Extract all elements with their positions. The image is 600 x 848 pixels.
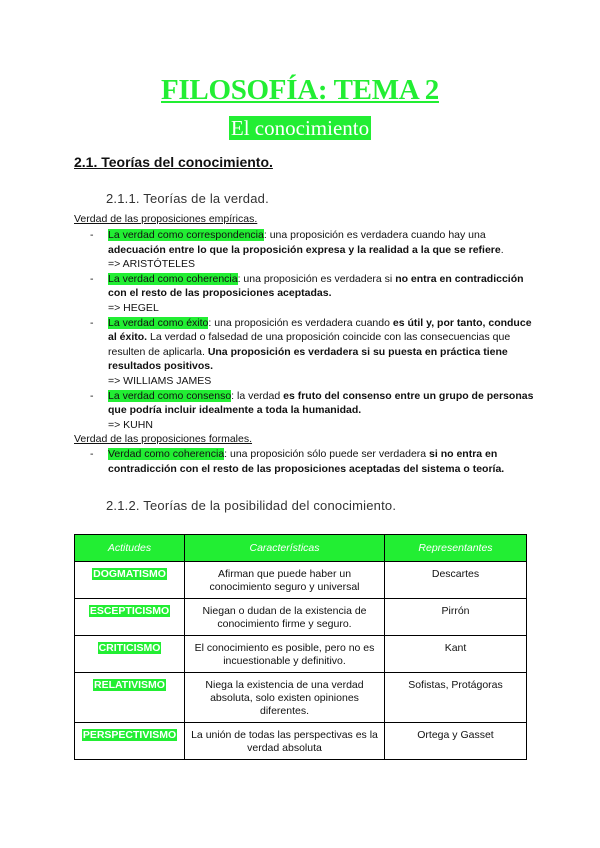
highlighted-term: La verdad como coherencia: [108, 272, 238, 285]
characteristics-cell: Niega la existencia de una verdad absoluta, solo existen opiniones diferentes.: [185, 673, 385, 723]
section-heading: 2.1. Teorías del conocimiento.: [74, 154, 273, 170]
attitude-cell: [75, 723, 185, 760]
list-item: [74, 272, 534, 316]
attitude-cell: [75, 673, 185, 723]
item-text: : una proposición es verdadera cuando hay una: [263, 229, 486, 241]
list-item: [74, 389, 534, 433]
item-bold-text: Una proposición es verdadera si su puesta en práctica tiene resultados positivos.: [108, 345, 508, 373]
representatives-cell: Pirrón: [385, 599, 527, 636]
characteristics-cell: Niegan o dudan de la existencia de conocimiento firme y seguro.: [185, 599, 385, 636]
header-representatives: Representantes: [385, 535, 527, 562]
characteristics-cell: El conocimiento es posible, pero no es incuestionable y definitivo.: [185, 636, 385, 673]
item-bold-text: adecuación entre lo que la proposición expresa y la realidad a la que se refiere: [108, 243, 501, 256]
document-subtitle: El conocimiento: [230, 116, 370, 140]
subsection-heading-truth: 2.1.1. Teorías de la verdad.: [106, 191, 269, 206]
list-item: [74, 228, 534, 272]
attitude-label: RELATIVISMO: [94, 679, 165, 691]
table-row: [75, 673, 527, 723]
highlighted-term: La verdad como consenso: [108, 389, 232, 402]
attitude-label: PERSPECTIVISMO: [82, 729, 177, 741]
dash-bullet: -: [90, 316, 94, 329]
dash-bullet: -: [90, 448, 94, 460]
empirical-truth-list: [74, 228, 534, 432]
table-row: [75, 636, 527, 673]
author-reference: => KUHN: [108, 418, 153, 431]
list-item: [74, 447, 534, 476]
highlighted-term: Verdad como coherencia: [108, 448, 225, 460]
item-text: : una proposición es verdadera si: [237, 272, 396, 285]
group-label-formal: Verdad de las proposiciones formales.: [74, 433, 253, 445]
attitude-label: CRITICISMO: [98, 642, 161, 654]
highlighted-term: La verdad como éxito: [108, 316, 209, 329]
header-attitudes: Actitudes: [75, 535, 185, 562]
item-text: La verdad o falsedad de una proposición coincide con las consecuencias que resulten de aplicarla.: [108, 331, 511, 358]
attitude-cell: [75, 636, 185, 673]
representatives-cell: Ortega y Gasset: [385, 723, 527, 760]
list-item: [74, 316, 534, 389]
document-title: FILOSOFÍA: TEMA 2: [161, 74, 439, 106]
formal-truth-list: [74, 447, 534, 476]
table-row: [75, 562, 527, 599]
dash-bullet: -: [90, 272, 94, 285]
attitude-label: DOGMATISMO: [93, 568, 166, 580]
subsection-heading-possibility: 2.1.2. Teorías de la posibilidad del conocimiento.: [106, 498, 397, 513]
dash-bullet: -: [90, 229, 94, 241]
attitude-label: ESCEPTICISMO: [89, 605, 170, 617]
representatives-cell: Descartes: [385, 562, 527, 599]
attitude-cell: [75, 599, 185, 636]
characteristics-cell: La unión de todas las perspectivas es la verdad absoluta: [185, 723, 385, 760]
header-characteristics: Características: [185, 535, 385, 562]
author-reference: => HEGEL: [108, 301, 159, 314]
table-header-row: [75, 535, 527, 562]
table-row: [75, 599, 527, 636]
group-label-empirical: Verdad de las proposiciones empíricas.: [74, 213, 258, 225]
item-text: : la verdad: [231, 389, 284, 402]
author-reference: => ARISTÓTELES: [108, 258, 195, 271]
item-text: : una proposición es verdadera cuando: [208, 316, 393, 329]
item-bold-text: es fruto del consenso entre un grupo de personas que podría incluir idealmente a toda la humanidad.: [108, 389, 534, 417]
highlighted-term: La verdad como correspondencia: [108, 229, 264, 241]
item-bold-text: si no entra en contradicción con el resto de las proposiciones aceptadas del sistema o teoría.: [108, 448, 505, 475]
item-text: .: [500, 243, 504, 256]
characteristics-cell: Afirman que puede haber un conocimiento seguro y universal: [185, 562, 385, 599]
table-row: [75, 723, 527, 760]
author-reference: => WILLIAMS JAMES: [108, 374, 212, 387]
document-subtitle-wrap: [0, 115, 600, 141]
dash-bullet: -: [90, 389, 94, 402]
item-bold-text: no entra en contradicción con el resto de las proposiciones aceptadas.: [108, 272, 524, 300]
attitude-cell: [75, 562, 185, 599]
item-text: : una proposición sólo puede ser verdadera: [224, 448, 430, 460]
item-bold-text: es útil y, por tanto, conduce al éxito.: [108, 316, 532, 344]
representatives-cell: Sofistas, Protágoras: [385, 673, 527, 723]
representatives-cell: Kant: [385, 636, 527, 673]
attitudes-table: [74, 534, 527, 760]
